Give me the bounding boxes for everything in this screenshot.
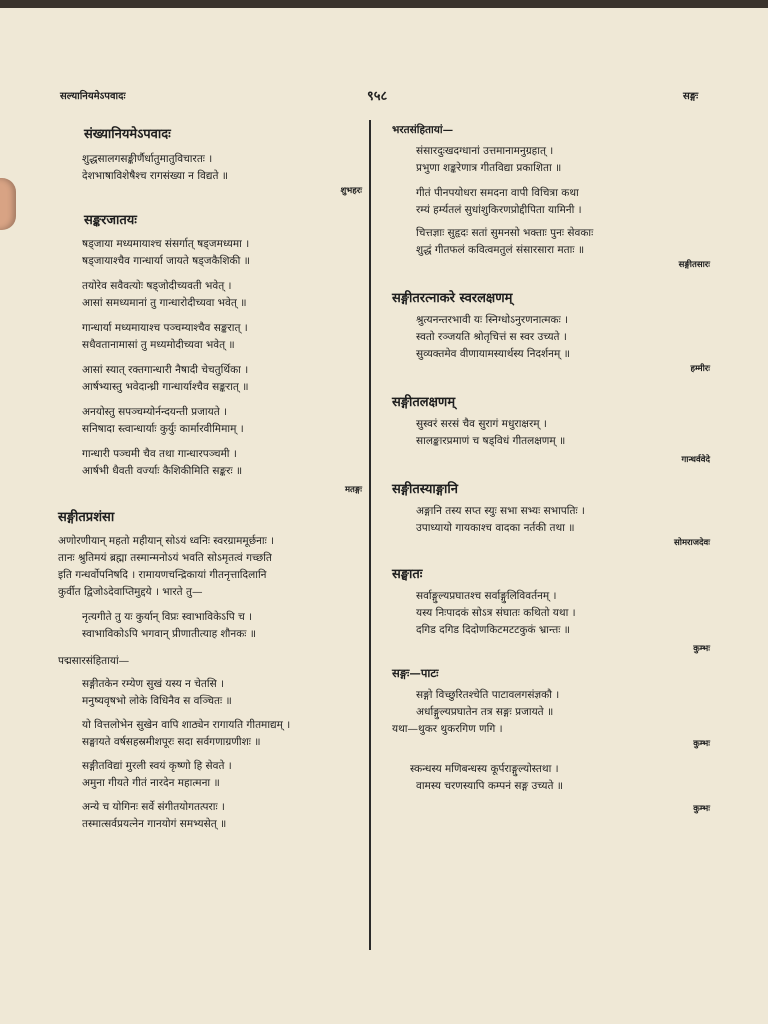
verse-line: अनयोस्तु सपञ्चम्योर्नन्दयन्ती प्रजायते । (82, 406, 228, 418)
source-citation: सोमराजदेवः (674, 538, 710, 548)
verse-line: अर्धाङ्गुल्यप्रघातेन तत्र सङ्गः प्रजायते ॥ (416, 706, 554, 718)
verse-line: गान्धारी पञ्चमी चैव तथा गान्धारपञ्चमी । (82, 448, 237, 460)
verse-line: शुद्धसालगसङ्कीर्णैर्धातुमातुविचारतः । (82, 153, 213, 165)
verse-line: गान्धार्या मध्यमायाश्च पञ्चम्याश्चैव सङ्करात् । (82, 322, 248, 334)
verse-line: आसां स्यात् रक्तगान्धारी नैषादी चेचतुर्थिका । (82, 364, 249, 376)
source-citation: कुम्भः (693, 804, 710, 814)
verse-line: तयोरेव सवैवत्योः षड्जोदीच्यवती भवेत् । (82, 280, 232, 292)
verse-line: आर्षभ्यास्तु भवेदान्ध्री गान्धार्याश्चैव सङ्करात् ॥ (82, 381, 249, 393)
verse-line: यथा—थुकर थुकरगिण णगि । (392, 723, 503, 735)
verse-line: यो वित्तलोभेन सुखेन वापि शाठ्येन रागायति गीतमाद्यम् । (82, 719, 291, 731)
page-number: ९५८ (367, 89, 388, 104)
verse-line: सङ्गीतकेन रम्येण सुखं यस्य न चेतसि । (82, 678, 224, 690)
section-heading: सङ्गीतरत्नाकरे स्वरलक्षणम् (392, 291, 513, 306)
prose-line: कुर्वीत द्विजोऽदेवाप्तिमुद्दये । भारते तु— (58, 586, 203, 598)
verse-line: षड्जायाश्चैव गान्धार्या जायते षड्जकैशिकी ॥ (82, 255, 250, 267)
verse-line: संसारदुःखदग्धानां उत्तमानामनुग्रहात् । (416, 145, 554, 157)
verse-line: सङ्गीतविद्यां मुरली स्वयं कृष्णो हि सेवते । (82, 760, 232, 772)
prose-line: अणोरणीयान् महतो महीयान् सोऽयं ध्वनिः स्वरग्राममूर्छनाः । (58, 535, 275, 547)
thumb-shadow (0, 178, 16, 230)
verse-line: सङ्गो विच्छुरितश्चेति पाटावलगसंज्ञकौ । (416, 689, 560, 701)
verse-line: यस्य निःपादकं सोऽत्र संघातः कथितो यथा । (416, 607, 576, 619)
section-heading: सङ्गः—पाटः (392, 666, 439, 680)
verse-line: मनुष्यवृषभो लोके विधिनैव स वञ्चितः ॥ (82, 695, 232, 707)
verse-line: सर्वाङ्गुल्यप्रघातश्च सर्वाङ्गुलिविवर्तनम् । (416, 590, 557, 602)
prose-line: इति गन्धर्वोपनिषदि । रामायणचन्द्रिकायां गीतनृत्तादिलानि (58, 569, 267, 581)
running-header-right: सङ्गः (683, 91, 699, 102)
prose-line: तानः श्रुतिमयं ब्रह्मा तस्मान्मनोऽयं भवति सोऽमृतत्वं गच्छति (58, 552, 272, 564)
source-citation: गान्धर्ववेदे (681, 455, 710, 465)
verse-line: सधैवतानामासां तु मध्यमोदीच्यवा भवेत् ॥ (82, 339, 235, 351)
verse-line: अमुना गीयते गीतं नारदेन महात्मना ॥ (82, 777, 220, 789)
verse-line: सालङ्कारप्रमाणं च षड्विधं गीतलक्षणम् ॥ (416, 435, 566, 447)
section-heading: भरतसंहितायां— (392, 124, 454, 136)
section-heading: सङ्घातः (392, 567, 423, 582)
section-heading: सङ्गीतलक्षणम् (392, 395, 456, 410)
verse-line: सनिषादा स्त्वान्धार्याः कुर्युः कार्मारवीमिमाम् । (82, 423, 244, 435)
verse-line: वामस्य चरणस्यापि कम्पनं सङ्ग उच्यते ॥ (416, 780, 564, 792)
verse-line: देशभाषाविशेषैश्च रागसंख्या न विद्यते ॥ (82, 170, 229, 182)
source-citation: हम्मीरः (690, 364, 710, 374)
verse-line: रम्यं हर्म्यतलं सुधांशुकिरणप्रोद्दीपिता यामिनी । (416, 204, 582, 216)
verse-line: प्रभुणा शङ्करेणात्र गीतविद्या प्रकाशिता ॥ (416, 162, 562, 174)
left-column (58, 120, 362, 833)
verse-line: आर्षभी धैवती वर्ज्याः कैशिकीमिति सङ्करः ॥ (82, 465, 243, 477)
verse-line: स्कन्धस्य मणिबन्धस्य कूर्पराङ्गुल्योस्तथा । (410, 763, 559, 775)
section-heading: सङ्करजातयः (84, 213, 137, 228)
verse-line: सुव्यक्तमेव वीणायामस्यार्थस्य निदर्शनम् ॥ (416, 348, 570, 360)
source-citation: शुभहरः (340, 186, 362, 196)
verse-line: श्रुत्यनन्तरभावी यः स्निग्धोऽनुरणनात्मकः । (416, 314, 569, 326)
verse-line: अन्ये च योगिनः सर्वे संगीतयोगतत्पराः । (82, 801, 225, 813)
verse-line: चित्तज्ञाः सुहृदः सतां सुमनसो भक्ताः पुनः सेवकाः (416, 227, 594, 239)
running-header-left: सल्यानियमेऽपवादः (60, 91, 126, 102)
column-divider (369, 120, 371, 950)
section-heading: संख्यानियमेऽपवादः (84, 127, 171, 142)
verse-line: तस्मात्सर्वप्रयत्नेन गानयोगं समभ्यसेत् ॥ (82, 818, 227, 830)
source-citation: कुम्भः (693, 739, 710, 749)
verse-line: गीतं पीनपयोधरा समदना वापी विचित्रा कथा (416, 187, 579, 199)
verse-line: अङ्गानि तस्य सप्त स्युः सभा सभ्यः सभापतिः । (416, 505, 585, 517)
verse-line: षड्जाया मध्यमायाश्च संसर्गात् षड्जमध्यमा । (82, 238, 250, 250)
source-citation: मतङ्गः (344, 485, 362, 495)
verse-line: दगिड दगिड दिदोणकिटमटटकुकं भ्रान्तः ॥ (416, 624, 570, 636)
verse-line: स्वतो रञ्जयति श्रोतृचित्तं स स्वर उच्यते । (416, 331, 567, 343)
source-citation: कुम्भः (693, 644, 710, 654)
right-column (392, 122, 710, 814)
verse-line: आसां समध्यमानां तु गान्धारोदीच्यवा भवेत् ॥ (82, 297, 247, 309)
section-heading: सङ्गीतस्याङ्गानि (392, 482, 458, 497)
source-citation: सङ्गीतसारः (678, 260, 710, 270)
section-heading: सङ्गीतप्रशंसा (58, 510, 115, 525)
verse-line: स्वाभाविकोऽपि भगवान् प्रीणातीत्याह शौनकः ॥ (82, 628, 256, 640)
verse-line: नृत्यगीते तु यः कुर्यान् विप्रः स्वाभाविकेऽपि च । (82, 611, 253, 623)
verse-line: उपाध्यायो गायकाश्च वादका नर्तकी तथा ॥ (416, 522, 575, 534)
verse-line: सुस्वरं सरसं चैव सुरागं मधुराक्षरम् । (416, 418, 547, 430)
verse-line: शुद्धं गीतफलं कवित्वमतुलं संसारसारा मताः ॥ (416, 244, 585, 256)
page-top-edge (0, 0, 768, 8)
section-heading: पद्मसारसंहितायां— (58, 655, 130, 667)
verse-line: सङ्घायते वर्षसहस्रमीशपूरः सदा सर्वगणाग्रणीशः ॥ (82, 736, 261, 748)
